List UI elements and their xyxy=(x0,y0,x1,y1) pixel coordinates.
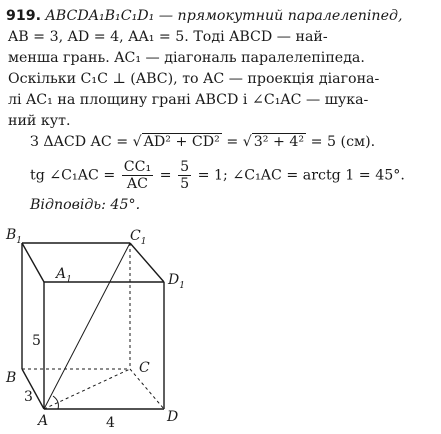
hidden-diagonal-ac xyxy=(44,369,130,409)
label-edge-5: 5 xyxy=(32,333,41,349)
problem-number: 919. xyxy=(6,8,42,24)
problem-line-5: лі AC₁ на площину грані ABCD і ∠C₁AC — шука- xyxy=(8,92,369,108)
problem-line-6: ний кут. xyxy=(8,113,71,129)
label-edge-3: 3 xyxy=(24,389,33,405)
problem-line-3: менша грань. AC₁ — діагональ паралелепіпеда. xyxy=(8,50,365,66)
answer: Відповідь: 45°. xyxy=(30,197,141,213)
label-c: C xyxy=(139,360,150,376)
fraction-5-5: $\frac{5}{5}$ xyxy=(180,159,190,192)
angle-arc xyxy=(53,396,58,409)
label-c1: $C_1$ xyxy=(130,228,147,247)
edge-c1d1 xyxy=(130,243,164,282)
equation-ac: З ΔACD AC = √ AD² + CD² = √ 3² + 4² = 5 (см). xyxy=(30,134,376,150)
problem-line-2: AB = 3, AD = 4, AA₁ = 5. Тоді ABCD — най- xyxy=(8,29,328,45)
parallelepiped-figure xyxy=(0,225,441,434)
label-b: B xyxy=(6,370,17,386)
edge-b1a1 xyxy=(22,243,44,282)
problem-line-4: Оскільки C₁C ⊥ (ABC), то AC — проекція діагона- xyxy=(8,71,380,87)
label-a1: $A_1$ xyxy=(56,266,72,285)
label-d: D xyxy=(167,409,179,425)
fraction-cc1-ac: $\frac{\text{CC₁}}{AC}$ xyxy=(123,159,152,192)
label-d1: $D_1$ xyxy=(168,272,185,291)
problem-line-1: 919. ABCDA₁B₁C₁D₁ — прямокутний паралелепіпед, xyxy=(6,8,403,24)
equation-tangent: tg ∠C₁AC = $\frac{\text{CC₁}}{AC}$ = $\frac{5}{5}$ = 1; ∠C₁AC = arctg 1 = 45°. xyxy=(30,159,405,192)
label-a: A xyxy=(38,413,49,429)
label-b1: $B_1$ xyxy=(6,227,23,246)
label-edge-4: 4 xyxy=(106,415,115,431)
